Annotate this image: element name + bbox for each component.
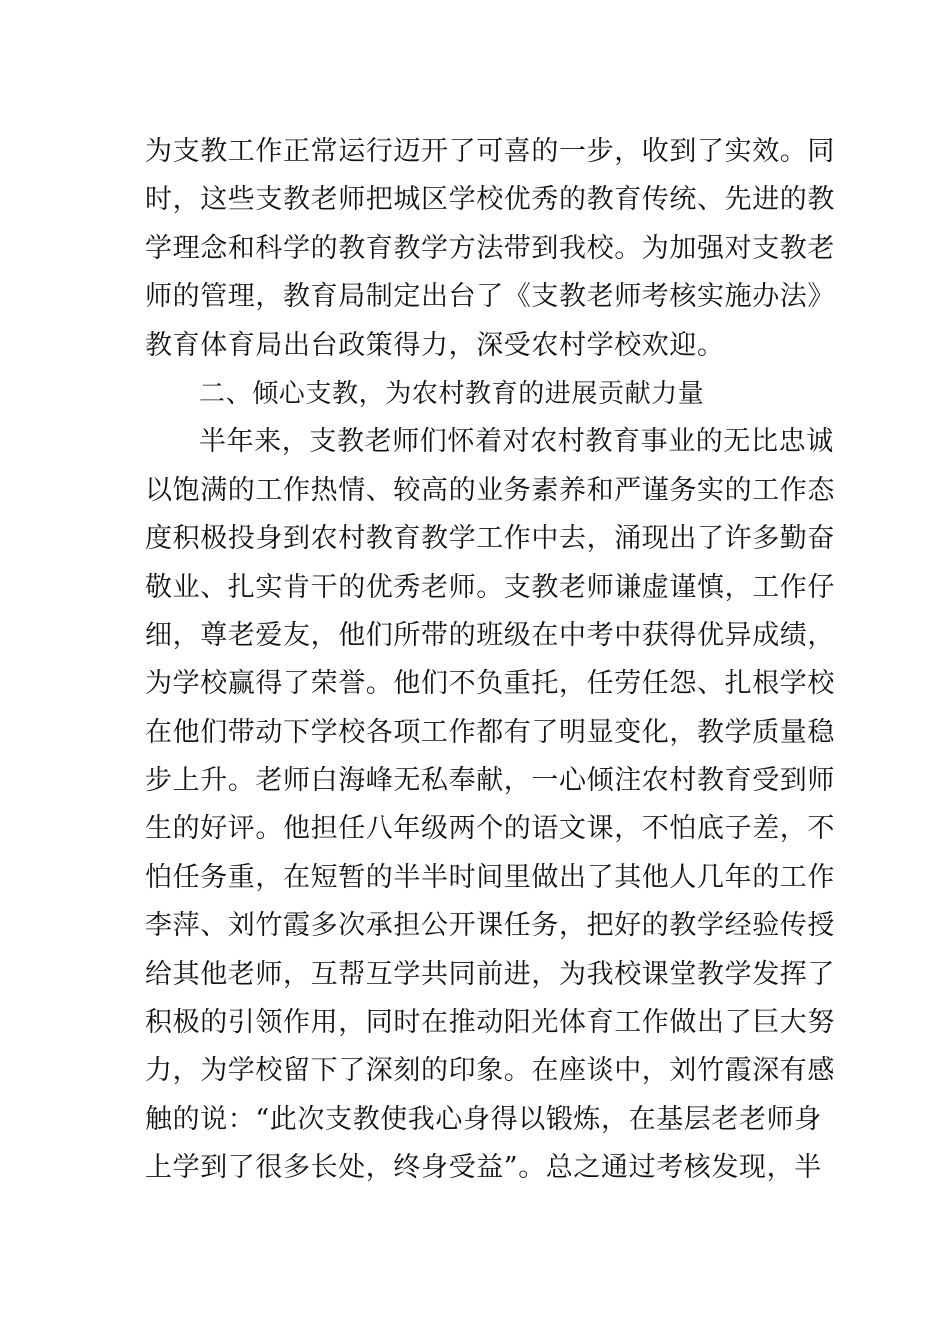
text-line: 生的好评。他担任八年级两个的语文课，不怕底子差，不 — [145, 813, 835, 845]
text-line: 为学校赢得了荣誉。他们不负重托，任劳任怨、扎根学校 — [145, 668, 835, 700]
paragraph-first-line: 半年来，支教老师们怀着对农村教育事业的无比忠诚 — [199, 426, 834, 458]
text-line: 上学到了很多长处，终身受益”。总之通过考核发现，半 — [145, 1152, 822, 1184]
text-line: 时，这些支教老师把城区学校优秀的教育传统、先进的教 — [145, 184, 835, 216]
text-line: 在他们带动下学校各项工作都有了明显变化，教学质量稳 — [145, 716, 835, 748]
text-line: 师的管理，教育局制定出台了《支教老师考核实施办法》 — [145, 281, 835, 313]
text-line: 细，尊老爱友，他们所带的班级在中考中获得优异成绩， — [145, 619, 835, 651]
text-line: 力，为学校留下了深刻的印象。在座谈中，刘竹霞深有感 — [145, 1055, 835, 1087]
body-text — [145, 128, 835, 1193]
text-line: 学理念和科学的教育教学方法带到我校。为加强对支教老 — [145, 232, 835, 264]
text-line: 给其他老师，互帮互学共同前进，为我校课堂教学发挥了 — [145, 958, 835, 990]
text-line: 怕任务重，在短暂的半半时间里做出了其他人几年的工作 — [145, 861, 835, 893]
text-line: 步上升。老师白海峰无私奉献，一心倾注农村教育受到师 — [145, 765, 835, 797]
text-line: 敬业、扎实肯干的优秀老师。支教老师谦虚谨慎，工作仔 — [145, 571, 835, 603]
text-line: 以饱满的工作热情、较高的业务素养和严谨务实的工作态 — [145, 474, 835, 506]
text-line: 为支教工作正常运行迈开了可喜的一步，收到了实效。同 — [145, 136, 835, 167]
section-heading: 二、倾心支教，为农村教育的进展贡献力量 — [199, 378, 705, 409]
text-line: 触的说：“此次支教使我心身得以锻炼，在基层老老师身 — [145, 1103, 822, 1135]
text-line: 教育体育局出台政策得力，深受农村学校欢迎。 — [145, 329, 725, 361]
text-line: 李萍、刘竹霞多次承担公开课任务，把好的教学经验传授 — [145, 910, 835, 942]
text-line: 积极的引领作用，同时在推动阳光体育工作做出了巨大努 — [145, 1007, 835, 1039]
text-line: 度积极投身到农村教育教学工作中去，涌现出了许多勤奋 — [145, 523, 835, 555]
